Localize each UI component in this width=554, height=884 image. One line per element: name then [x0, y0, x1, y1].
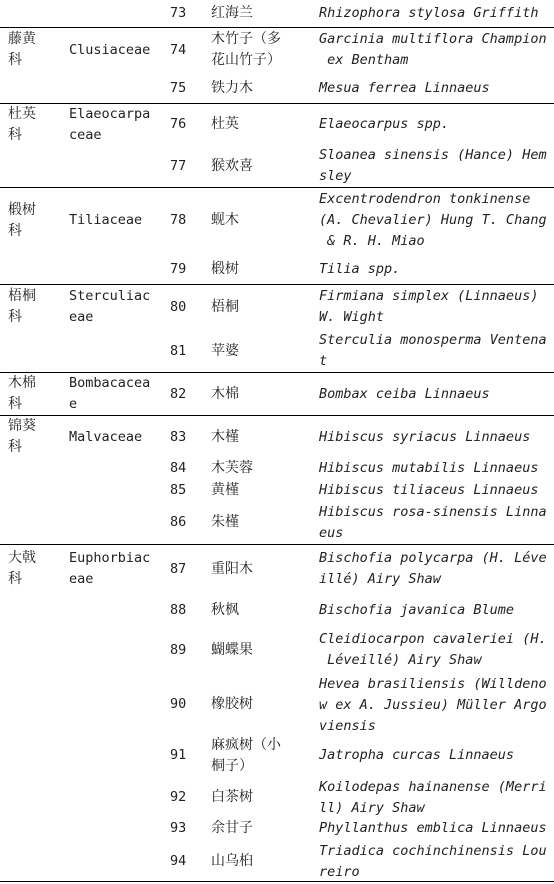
- species-name-cn: 杜英: [211, 116, 239, 132]
- species-name-scientific: Tilia spp.: [319, 261, 401, 277]
- species-name-cn: 蝴蝶果: [211, 642, 253, 658]
- species-name-scientific: Mesua ferrea Linnaeus: [319, 80, 490, 96]
- species-name-cn: 木竹子（多 花山竹子）: [211, 31, 281, 68]
- species-name-scientific: Hibiscus rosa-sinensis Linna eus: [319, 504, 547, 541]
- table-rule: [0, 187, 554, 188]
- species-number: 80: [170, 299, 187, 315]
- table-rule: [0, 415, 554, 416]
- species-name-cn: 梧桐: [211, 299, 239, 315]
- table-row: [0, 626, 554, 674]
- species-name-cn: 铁力木: [211, 80, 253, 96]
- species-name-cn: 猴欢喜: [211, 158, 253, 174]
- species-name-scientific: Firmiana simplex (Linnaeus) W. Wight: [319, 288, 539, 325]
- species-name-cn: 蚬木: [211, 212, 239, 228]
- table-row: [0, 544, 554, 594]
- family-name-cn: 椴树 科: [8, 202, 36, 239]
- table-row: [0, 330, 554, 372]
- table-row: [0, 479, 554, 501]
- species-name-cn: 苹婆: [211, 343, 239, 359]
- family-name-latin: Bombacacea e: [69, 375, 151, 412]
- table-rule: [0, 284, 554, 285]
- table-row: [0, 27, 554, 73]
- family-name-latin: Clusiaceae: [69, 42, 151, 58]
- species-name-cn: 山乌桕: [211, 853, 253, 869]
- family-name-cn: 藤黄 科: [8, 31, 36, 68]
- species-name-cn: 朱槿: [211, 514, 239, 530]
- species-number: 74: [170, 42, 187, 58]
- species-name-cn: 椴树: [211, 261, 239, 277]
- species-name-scientific: Hevea brasiliensis (Willdeno w ex A. Jussieu) Müller Argo viensis: [319, 676, 547, 734]
- species-name-cn: 重阳木: [211, 561, 253, 577]
- family-name-latin: Malvaceae: [69, 429, 143, 445]
- table-row: [0, 839, 554, 884]
- species-name-scientific: Sloanea sinensis (Hance) Hem sley: [319, 147, 547, 184]
- species-number: 81: [170, 343, 187, 359]
- species-name-scientific: Bischofia polycarpa (H. Léve illé) Airy Shaw: [319, 550, 547, 587]
- species-name-cn: 麻疯树（小 桐子）: [211, 737, 281, 774]
- species-number: 89: [170, 642, 187, 658]
- species-number: 83: [170, 429, 187, 445]
- family-name-latin: Elaeocarpa ceae: [69, 106, 151, 143]
- species-name-scientific: Cleidiocarpon cavaleriei (H. Léveillé) Airy Shaw: [319, 631, 547, 668]
- family-name-latin: Sterculiac eae: [69, 288, 151, 325]
- table-rule: [0, 881, 554, 882]
- table-row: [0, 0, 554, 27]
- species-name-scientific: Hibiscus mutabilis Linnaeus: [319, 460, 539, 476]
- table-rule: [0, 544, 554, 545]
- species-number: 92: [170, 789, 187, 805]
- family-name-cn: 大戟 科: [8, 550, 36, 587]
- species-name-scientific: Rhizophora stylosa Griffith: [319, 5, 539, 21]
- species-number: 79: [170, 261, 187, 277]
- species-name-scientific: Excentrodendron tonkinense (A. Chevalier) Hung T. Chang & R. H. Miao: [319, 191, 547, 249]
- species-name-cn: 白茶树: [211, 789, 253, 805]
- species-number: 90: [170, 696, 187, 712]
- table-row: [0, 777, 554, 817]
- species-number: 75: [170, 80, 187, 96]
- species-name-scientific: Elaeocarpus spp.: [319, 116, 450, 132]
- species-name-cn: 木芙蓉: [211, 460, 253, 476]
- species-number: 78: [170, 212, 187, 228]
- species-name-scientific: Koilodepas hainanense (Merri ll) Airy Shaw: [319, 779, 547, 816]
- species-number: 73: [170, 5, 187, 21]
- species-name-cn: 秋枫: [211, 602, 239, 618]
- family-name-latin: Euphorbiac eae: [69, 550, 151, 587]
- species-number: 91: [170, 747, 187, 763]
- table-row: [0, 372, 554, 416]
- species-name-cn: 橡胶树: [211, 696, 253, 712]
- species-number: 77: [170, 158, 187, 174]
- table-row: [0, 416, 554, 458]
- species-name-scientific: Bombax ceiba Linnaeus: [319, 386, 490, 402]
- table-rule: [0, 103, 554, 104]
- species-name-scientific: Phyllanthus emblica Linnaeus: [319, 820, 547, 836]
- family-name-cn: 木棉 科: [8, 375, 36, 412]
- species-name-cn: 余甘子: [211, 820, 253, 836]
- species-number: 93: [170, 820, 187, 836]
- species-name-scientific: Triadica cochinchinensis Lou reiro: [319, 843, 547, 880]
- species-name-scientific: Hibiscus syriacus Linnaeus: [319, 429, 531, 445]
- table-rule: [0, 27, 554, 28]
- table-row: [0, 734, 554, 777]
- species-name-scientific: Garcinia multiflora Champion ex Bentham: [319, 31, 547, 68]
- family-name-cn: 杜英 科: [8, 106, 36, 143]
- table-row: [0, 104, 554, 145]
- species-number: 87: [170, 561, 187, 577]
- table-row: [0, 254, 554, 284]
- table-row: [0, 674, 554, 734]
- species-number: 88: [170, 602, 187, 618]
- species-name-scientific: Hibiscus tiliaceus Linnaeus: [319, 482, 539, 498]
- species-number: 84: [170, 460, 187, 476]
- species-name-cn: 木槿: [211, 429, 239, 445]
- table-row: [0, 73, 554, 104]
- species-name-scientific: Bischofia javanica Blume: [319, 602, 515, 618]
- species-number: 86: [170, 514, 187, 530]
- species-name-scientific: Jatropha curcas Linnaeus: [319, 747, 515, 763]
- table-row: [0, 817, 554, 839]
- family-name-cn: 锦葵 科: [8, 418, 36, 455]
- table-row: [0, 187, 554, 254]
- family-name-cn: 梧桐 科: [8, 288, 36, 325]
- species-name-cn: 木棉: [211, 386, 239, 402]
- species-name-scientific: Sterculia monosperma Ventena t: [319, 332, 547, 369]
- table-row: [0, 594, 554, 626]
- species-number: 85: [170, 482, 187, 498]
- table-row: [0, 458, 554, 479]
- table-rule: [0, 372, 554, 373]
- family-name-latin: Tiliaceae: [69, 212, 143, 228]
- table-row: [0, 145, 554, 187]
- species-number: 82: [170, 386, 187, 402]
- species-name-cn: 红海兰: [211, 5, 253, 21]
- table-row: [0, 284, 554, 330]
- table-row: [0, 501, 554, 544]
- species-number: 76: [170, 116, 187, 132]
- species-number: 94: [170, 853, 187, 869]
- species-name-cn: 黄槿: [211, 482, 239, 498]
